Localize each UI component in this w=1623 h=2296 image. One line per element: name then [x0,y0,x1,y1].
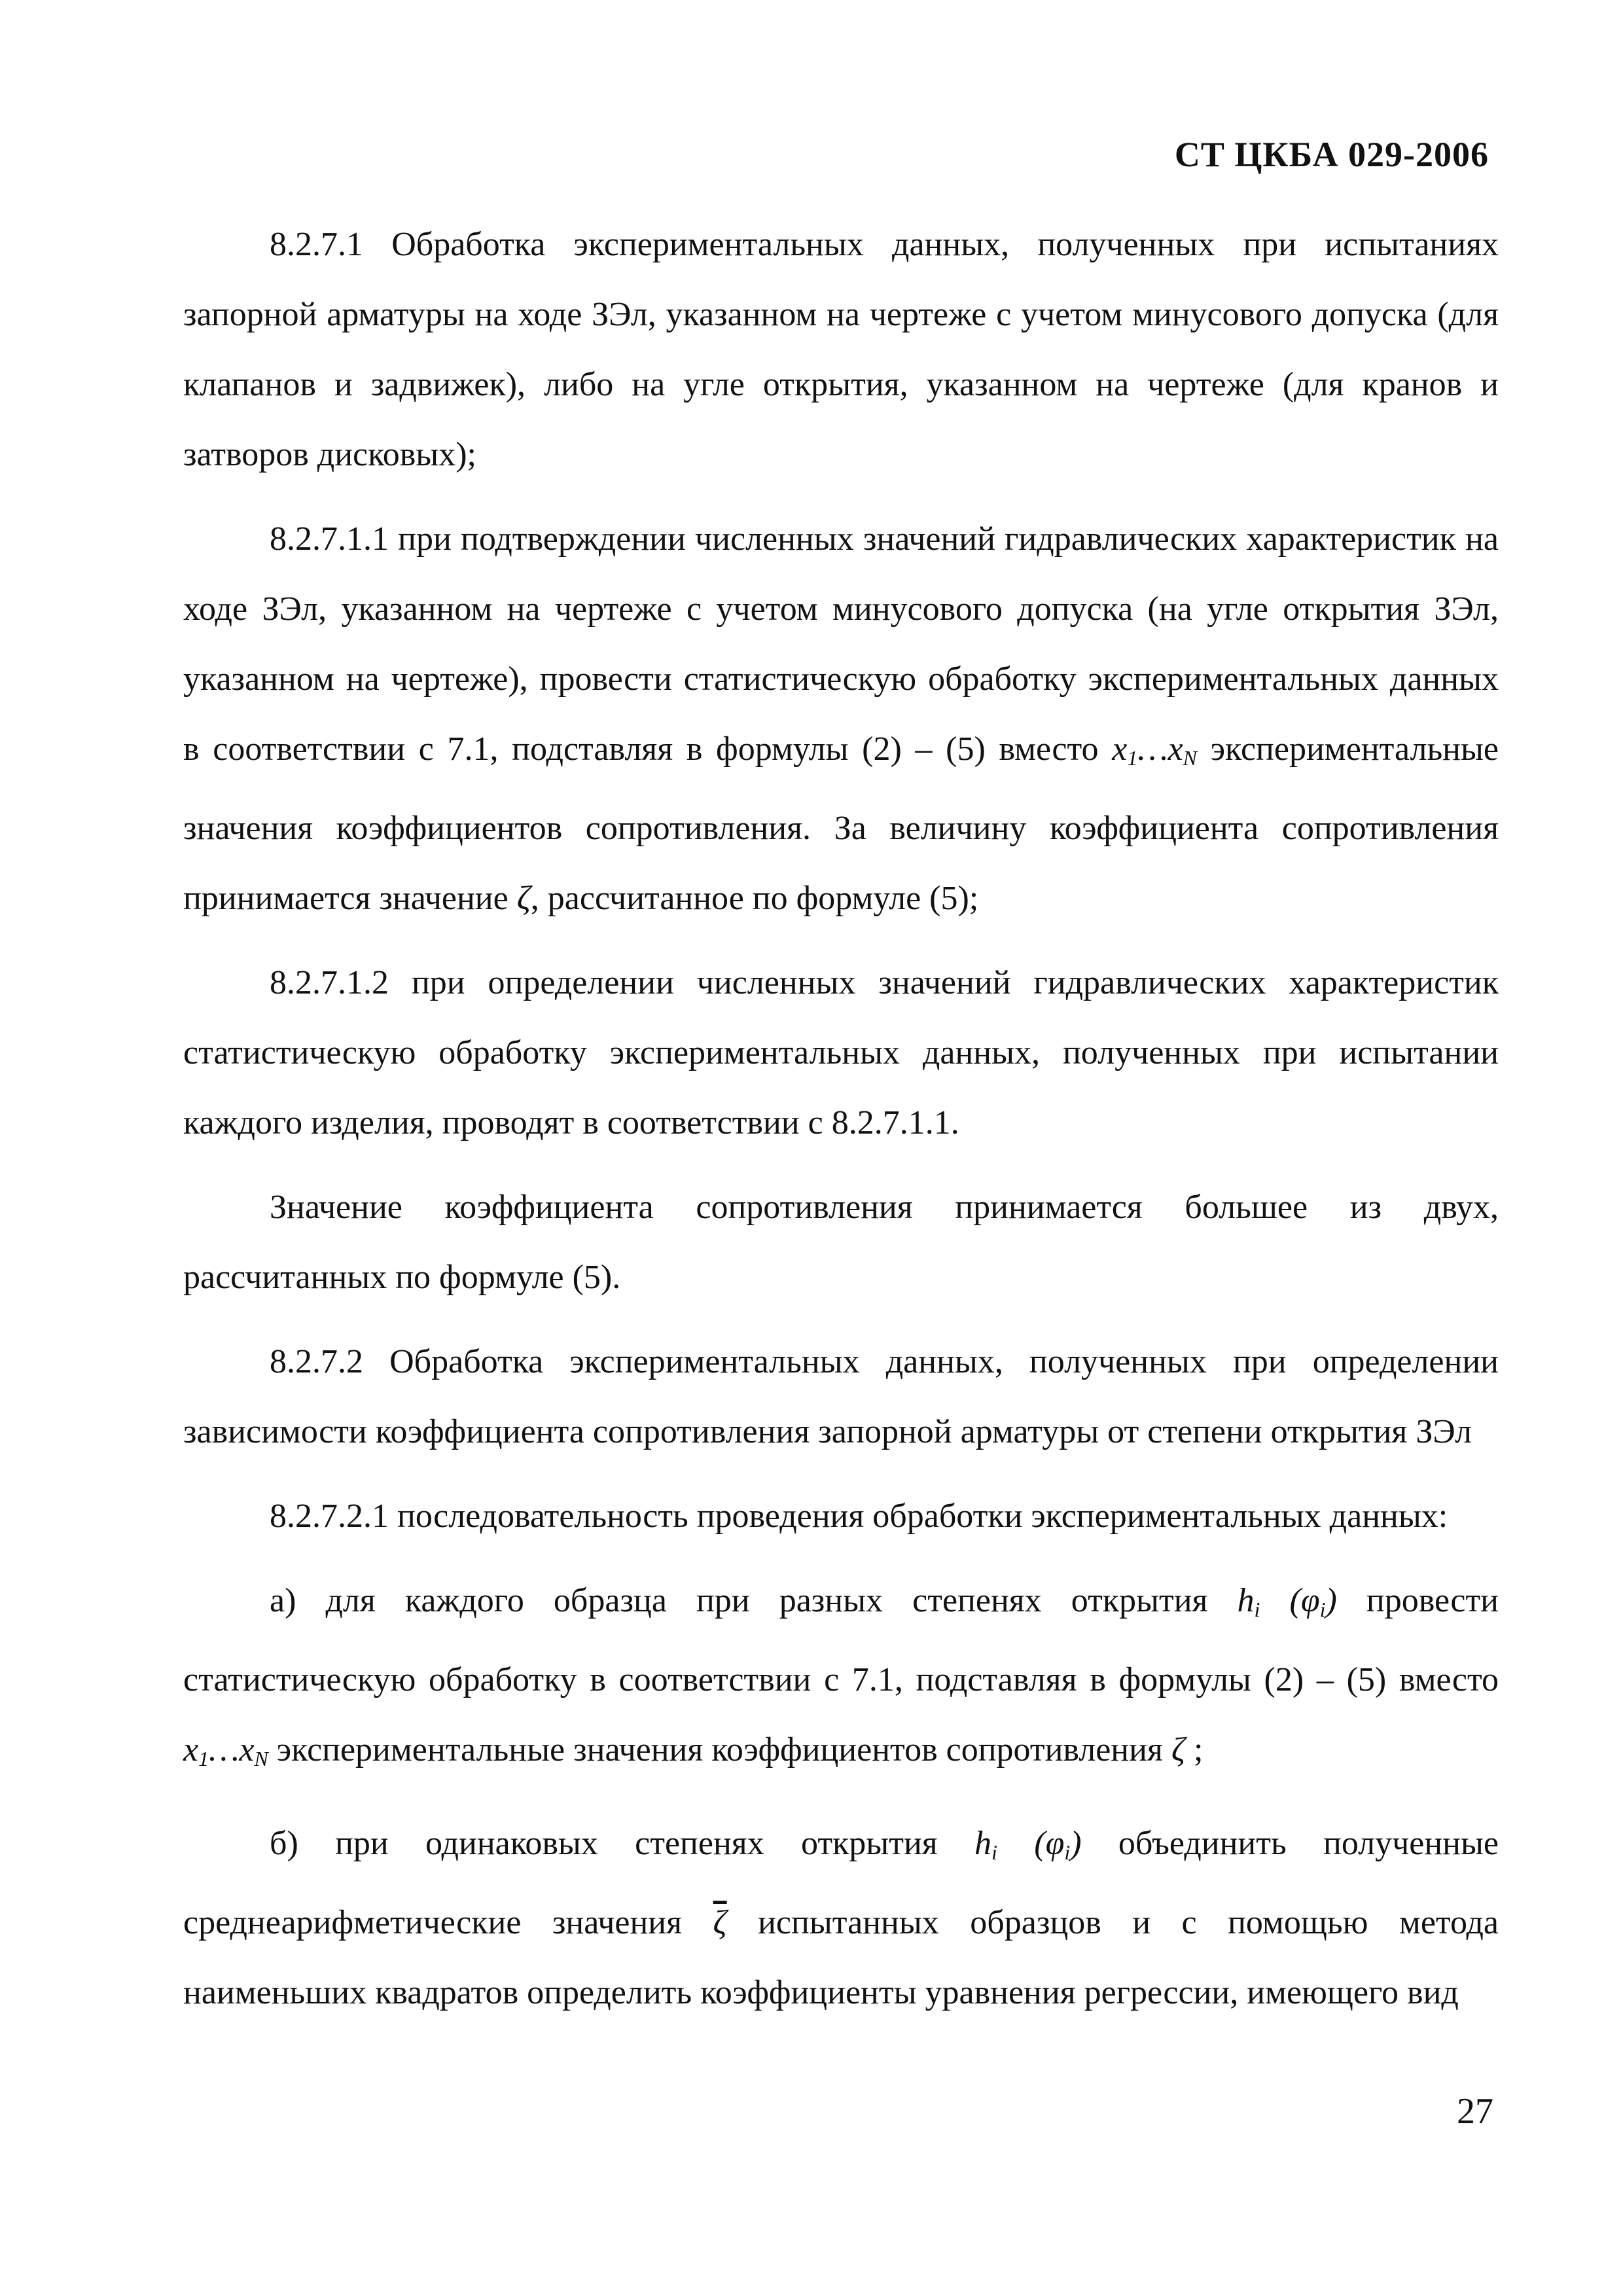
paragraph-text: б) при одинаковых степенях открытия [270,1825,938,1862]
paragraph-text: экспериментальные значения коэффициентов сопротивления. За величину коэффициента сопротивления принимается значение [183,730,1499,917]
paragraph-8-2-7-1-2: 8.2.7.1.2 при определении численных значений гидравлических характеристик статистическую обработку экспериментальных данных, полученных при испытании каждого изделия, проводят в соответствии с 8.2.7.1.1. [183,964,1499,1141]
paragraph-8-2-7-1-1 [183,504,1499,933]
paragraph-text: провести статистическую обработку в соответствии с 7.1, подставляя в формулы (2) – (5) вместо [183,1582,1499,1698]
formula-zeta: ζ [1171,1731,1185,1768]
formula-hi: $h_i$ [974,1825,997,1864]
paragraph-text: объединить полученные среднеарифметические значения [183,1825,1499,1941]
document-body [183,209,1499,2042]
formula-zeta: ζ [516,880,531,917]
formula-phi-i: $(\varphi_i)$ [1289,1582,1337,1621]
paragraph-text: испытанных образцов и с помощью метода наименьших квадратов определить коэффициенты уравнения регрессии, имеющего вид [183,1904,1499,2011]
list-item-b [183,1808,1499,2028]
formula-x1-xn: $x_1\dots x_N$ [1112,730,1197,770]
document-code-header: СТ ЦКБА 029-2006 [1174,135,1489,174]
paragraph-text: экспериментальные значения коэффициентов сопротивления [276,1731,1163,1768]
paragraph-text: а) для каждого образца при разных степенях открытия [270,1582,1208,1619]
formula-zeta-mean: $\overline{\zeta}$ [713,1904,727,1941]
page-number: 27 [1457,2091,1493,2132]
list-item-a [183,1566,1499,1794]
formula-hi: $h_i$ [1237,1582,1260,1621]
formula-x1-xn: $x_1\dots x_N$ [183,1731,268,1770]
paragraph-text: 8.2.7.1.1 при подтверждении численных значений гидравлических характеристик на ходе ЗЭл, указанном на чертеже с учетом минусового допуска (на угле открытия ЗЭл, указанном на чертеже), провести статистическую обработку экспериментальных данных в соответствии с 7.1, подставляя в формулы (2) – (5) вместо [183,520,1499,768]
formula-phi-i: $(\varphi_i)$ [1034,1825,1082,1864]
paragraph-8-2-7-2-1: 8.2.7.2.1 последовательность проведения обработки экспериментальных данных: [270,1498,1448,1535]
paragraph-text: , рассчитанное по формуле (5); [530,880,979,917]
paragraph-8-2-7-1: 8.2.7.1 Обработка экспериментальных данных, полученных при испытаниях запорной арматуры на ходе ЗЭл, указанном на чертеже с учетом минусового допуска (для клапанов и задвижек), либо на угле открытия, указанном на чертеже (для кранов и затворов дисковых); [183,226,1499,473]
paragraph-text: ; [1193,1731,1204,1768]
paragraph-8-2-7-2: 8.2.7.2 Обработка экспериментальных данных, полученных при определении зависимости коэффициента сопротивления запорной арматуры от степени открытия ЗЭл [183,1343,1499,1450]
paragraph-coefficient-value: Значение коэффициента сопротивления принимается большее из двух, рассчитанных по формуле (5). [183,1189,1499,1296]
